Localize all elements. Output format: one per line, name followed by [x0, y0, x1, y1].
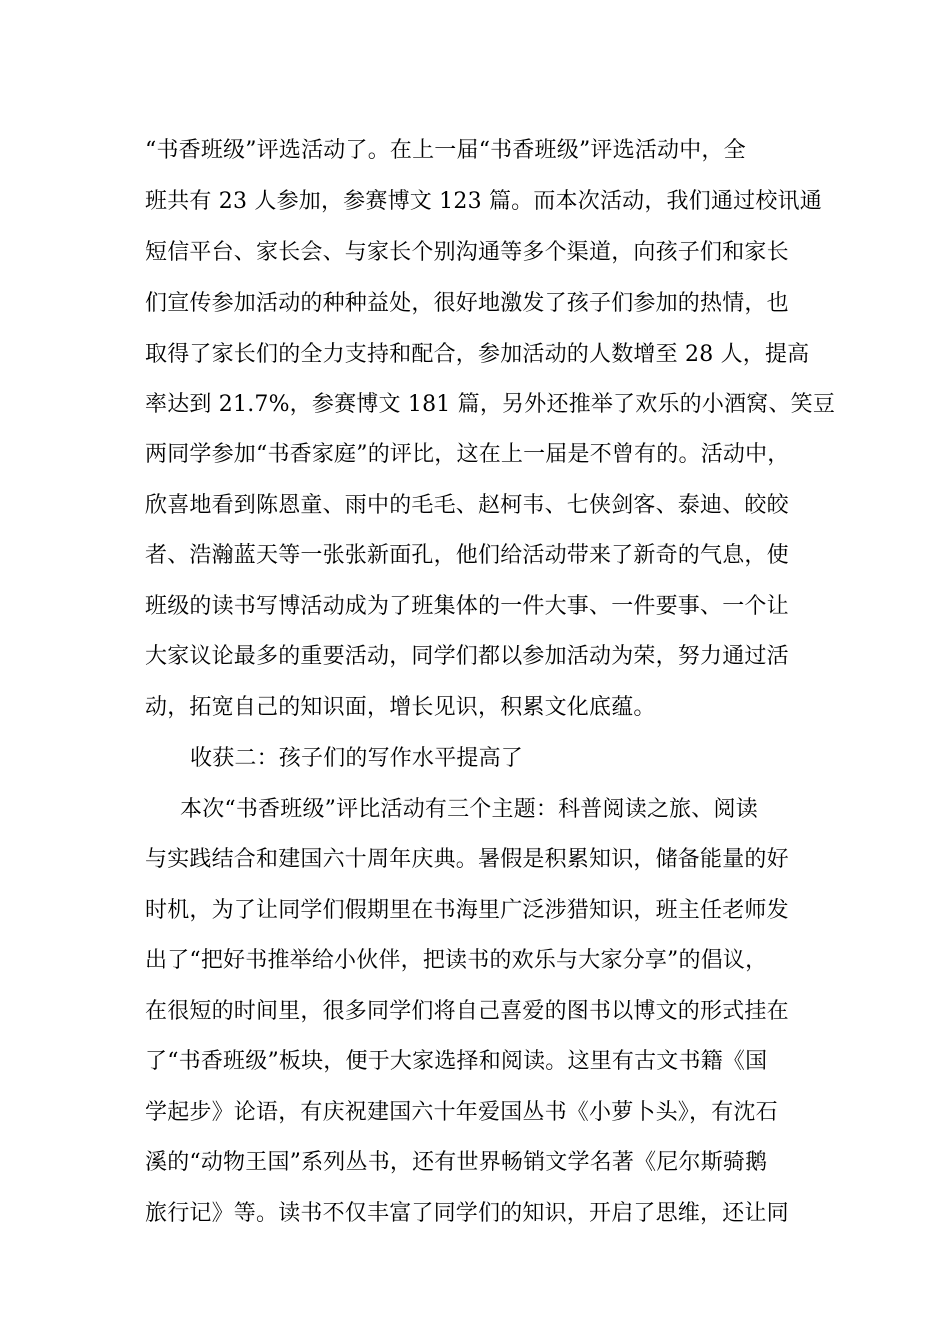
paragraph-line: 溪的“动物王国”系列丛书，还有世界畅销文学名著《尼尔斯骑鹅 [145, 1150, 768, 1175]
paragraph-line: 了“书香班级”板块，便于大家选择和阅读。这里有古文书籍《国 [145, 1049, 768, 1074]
paragraph-line: 旅行记》等。读书不仅丰富了同学们的知识，开启了思维，还让同 [145, 1201, 789, 1226]
paragraph-line: 出了“把好书推举给小伙伴，把读书的欢乐与大家分享”的倡议， [145, 948, 768, 973]
paragraph-line: 班级的读书写博活动成为了班集体的一件大事、一件要事、一个让 [145, 594, 789, 619]
paragraph-line: 班共有 23 人参加，参赛博文 123 篇。而本次活动，我们通过校讯通 [145, 189, 822, 214]
paragraph-line: 在很短的时间里，很多同学们将自己喜爱的图书以博文的形式挂在 [145, 999, 789, 1024]
paragraph-line: 本次“书香班级”评比活动有三个主题：科普阅读之旅、阅读 [180, 797, 758, 822]
paragraph-line: 取得了家长们的全力支持和配合，参加活动的人数增至 28 人，提高 [145, 342, 810, 367]
paragraph-line: 学起步》论语，有庆祝建国六十年爱国丛书《小萝卜头》，有沈石 [145, 1100, 778, 1125]
paragraph-line: 动，拓宽自己的知识面，增长见识，积累文化底蕴。 [145, 695, 656, 720]
paragraph-line: 欣喜地看到陈恩童、雨中的毛毛、赵柯韦、七侠剑客、泰迪、皎皎 [145, 493, 789, 518]
paragraph-line: 们宣传参加活动的种种益处，很好地激发了孩子们参加的热情，也 [145, 291, 789, 316]
paragraph-line: 与实践结合和建国六十周年庆典。暑假是积累知识，储备能量的好 [145, 847, 789, 872]
paragraph-line: “书香班级”评选活动了。在上一届“书香班级”评选活动中，全 [145, 138, 746, 163]
paragraph-line: 短信平台、家长会、与家长个别沟通等多个渠道，向孩子们和家长 [145, 240, 789, 265]
paragraph-line: 大家议论最多的重要活动，同学们都以参加活动为荣，努力通过活 [145, 644, 789, 669]
paragraph-line: 者、浩瀚蓝天等一张张新面孔，他们给活动带来了新奇的气息，使 [145, 543, 789, 568]
paragraph-line: 时机，为了让同学们假期里在书海里广泛涉猎知识，班主任老师发 [145, 898, 789, 923]
section-heading: 收获二：孩子们的写作水平提高了 [190, 746, 524, 771]
paragraph-line: 两同学参加“书香家庭”的评比，这在上一届是不曾有的。活动中， [145, 442, 790, 467]
paragraph-line: 率达到 21.7%，参赛博文 181 篇，另外还推举了欢乐的小酒窝、笑豆 [145, 392, 836, 417]
